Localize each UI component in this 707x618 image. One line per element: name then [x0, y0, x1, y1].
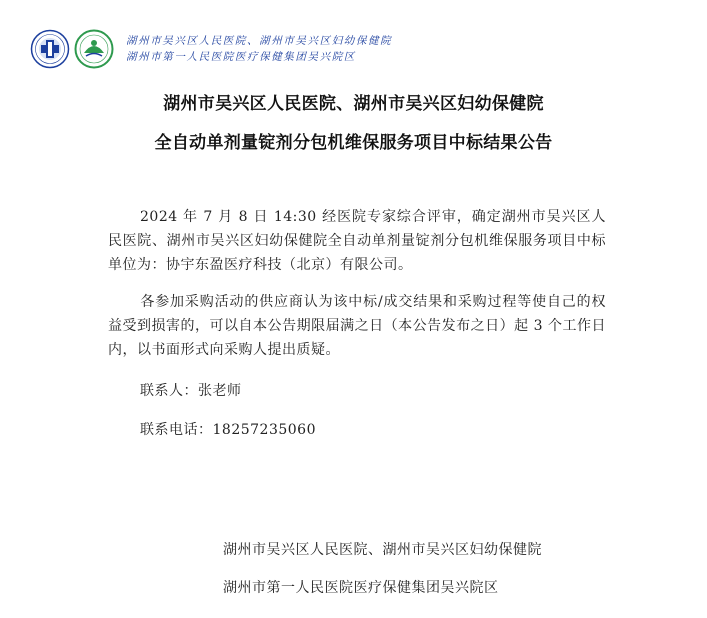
maternal-child-logo-icon — [74, 29, 114, 69]
paragraph-2-text: 各参加采购活动的供应商认为该中标/成交结果和采购过程等使自己的权益受到损害的，可以自本公告期限届满之日（本公告发布之日）起 3 个工作日内，以书面形式向采购人提出质疑。 — [108, 294, 606, 358]
announcement-paragraph-1 — [108, 205, 606, 277]
page-title-line-1: 湖州市吴兴区人民医院、湖州市吴兴区妇幼保健院 — [163, 94, 544, 114]
paragraph-1-text: 2024 年 7 月 8 日 14:30 经医院专家综合评审，确定湖州市吴兴区人民医院、湖州市吴兴区妇幼保健院全自动单剂量锭剂分包机维保服务项目中标单位为：协宇东盈医疗科技（北京）有限公司。 — [108, 209, 606, 273]
letterhead-line-1: 湖州市吴兴区人民医院、湖州市吴兴区妇幼保健院 — [126, 35, 393, 47]
letterhead-text — [126, 33, 392, 65]
page-title-line-2: 全自动单剂量锭剂分包机维保服务项目中标结果公告 — [154, 133, 553, 153]
hospital-logo-icon — [30, 29, 70, 69]
signature-line-1: 湖州市吴兴区人民医院、湖州市吴兴区妇幼保健院 — [223, 542, 542, 558]
signature-line-2: 湖州市第一人民医院医疗保健集团吴兴院区 — [223, 580, 499, 596]
contact-person: 联系人：张老师 — [140, 383, 242, 399]
announcement-paragraph-2 — [108, 290, 606, 362]
letterhead — [30, 26, 392, 72]
contact-phone: 联系电话：18257235060 — [140, 422, 316, 438]
letterhead-line-2: 湖州市第一人民医院医疗保健集团吴兴院区 — [126, 51, 356, 63]
